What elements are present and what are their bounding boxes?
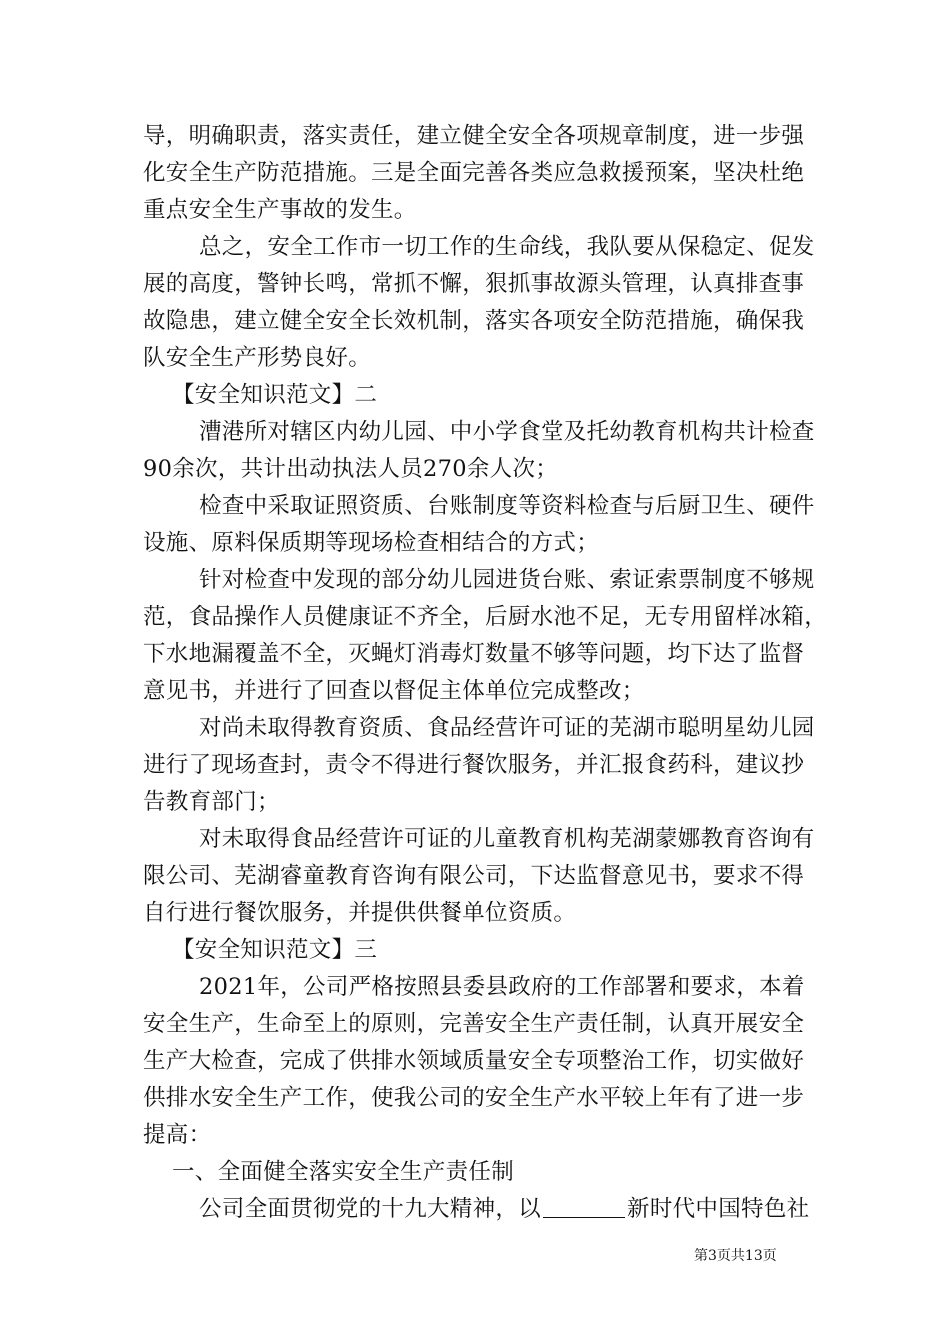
paragraph-line: 对未取得食品经营许可证的儿童教育机构芜湖蒙娜教育咨询有 (199, 826, 815, 852)
paragraph-line: 90余次，共计出动执法人员270余人次； (143, 456, 559, 482)
line-text-before-blank: 公司全面贯彻党的十九大精神，以 (199, 1196, 542, 1222)
page-number-footer: 第3页共13页 (694, 1248, 777, 1264)
paragraph-line: 重点安全生产事故的发生。 (143, 197, 417, 223)
paragraph-line: 告教育部门； (143, 789, 280, 815)
paragraph-line: 展的高度，警钟长鸣，常抓不懈，狠抓事故源头管理，认真排查事 (143, 271, 805, 297)
paragraph-line: 总之，安全工作市一切工作的生命线，我队要从保稳定、促发 (199, 234, 815, 260)
paragraph-line: 2021年，公司严格按照县委县政府的工作部署和要求，本着 (199, 974, 805, 1000)
paragraph-line: 进行了现场查封，责令不得进行餐饮服务，并汇报食药科，建议抄 (143, 752, 805, 778)
section-heading: 【安全知识范文】三 (172, 937, 378, 963)
paragraph-line: 限公司、芜湖睿童教育咨询有限公司，下达监督意见书，要求不得 (143, 863, 805, 889)
paragraph-line: 供排水安全生产工作，使我公司的安全生产水平较上年有了进一步 (143, 1085, 805, 1111)
line-text-after-blank: 新时代中国特色社 (627, 1196, 810, 1222)
paragraph-line: 安全生产，生命至上的原则，完善安全生产责任制，认真开展安全 (143, 1011, 805, 1037)
paragraph-line: 针对检查中发现的部分幼儿园进货台账、索证索票制度不够规 (199, 567, 815, 593)
paragraph-line: 化安全生产防范措施。三是全面完善各类应急救援预案，坚决杜绝 (143, 160, 805, 186)
paragraph-line: 队安全生产形势良好。 (143, 345, 372, 371)
section-heading: 【安全知识范文】二 (172, 382, 378, 408)
paragraph-line: 故隐患，建立健全安全长效机制，落实各项安全防范措施，确保我 (143, 308, 805, 334)
paragraph-line: 意见书，并进行了回查以督促主体单位完成整改； (143, 678, 645, 704)
fill-in-blank (543, 1197, 625, 1218)
paragraph-line: 漕港所对辖区内幼儿园、中小学食堂及托幼教育机构共计检查 (199, 419, 815, 445)
paragraph-line: 对尚未取得教育资质、食品经营许可证的芜湖市聪明星幼儿园 (199, 715, 815, 741)
paragraph-line: 提高： (143, 1122, 212, 1148)
paragraph-line: 生产大检查，完成了供排水领域质量安全专项整治工作，切实做好 (143, 1048, 805, 1074)
paragraph-line: 导，明确职责，落实责任，建立健全安全各项规章制度，进一步强 (143, 123, 805, 149)
paragraph-line: 范，食品操作人员健康证不齐全，后厨水池不足，无专用留样冰箱， (143, 604, 828, 630)
subsection-heading: 一、全面健全落实安全生产责任制 (172, 1159, 515, 1185)
paragraph-line: 自行进行餐饮服务，并提供供餐单位资质。 (143, 900, 577, 926)
paragraph-line: 检查中采取证照资质、台账制度等资料检查与后厨卫生、硬件 (199, 493, 815, 519)
paragraph-line-with-blank (199, 1194, 809, 1224)
paragraph-line: 下水地漏覆盖不全，灭蝇灯消毒灯数量不够等问题，均下达了监督 (143, 641, 805, 667)
paragraph-line: 设施、原料保质期等现场检查相结合的方式； (143, 530, 600, 556)
